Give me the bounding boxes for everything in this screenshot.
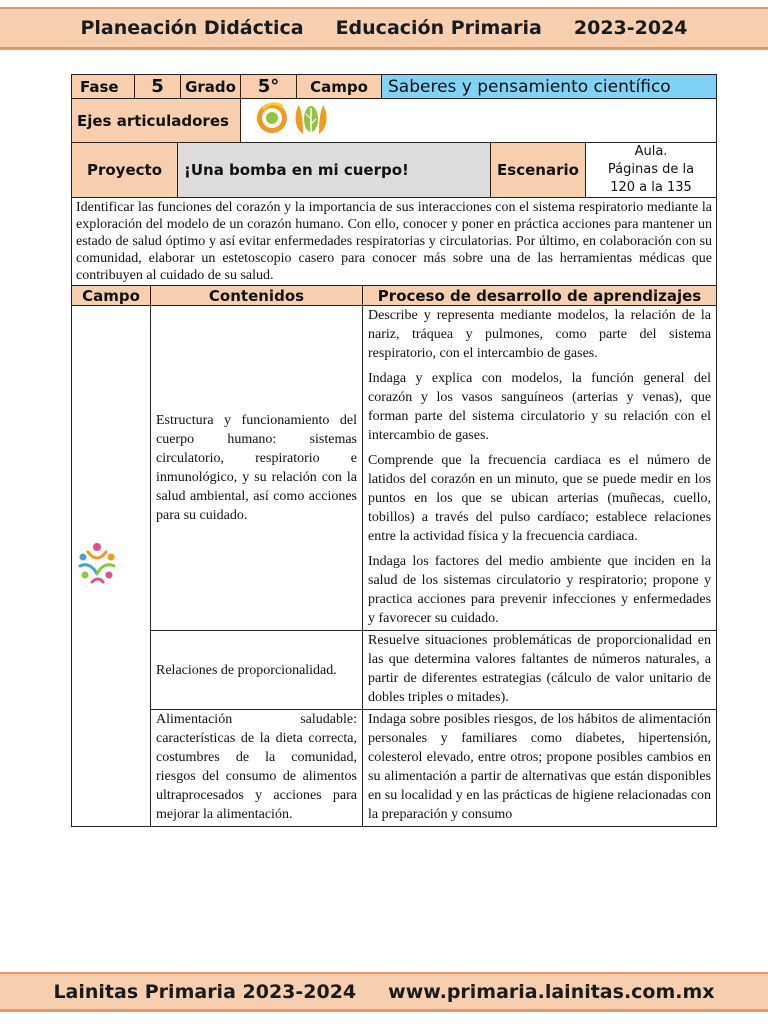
description-row [72, 198, 717, 286]
escenario-line: 120 a la 135 [610, 180, 692, 195]
ejes-row [72, 99, 717, 143]
proceso-item: Comprende que la frecuencia cardiaca es el número de latidos del corazón en un minuto, que se puede medir en los puntos en los que se ubican arterias (muñecas, cuello, tobillos) a través del pulso cardíaco; establece relaciones entre la actividad física y la frecuencia cardiaca. [368, 453, 712, 544]
proceso-cell [363, 306, 717, 631]
escenario-value [586, 143, 717, 198]
content-table [71, 197, 717, 827]
grado-label: Grado [181, 75, 241, 99]
header-title: Planeación Didáctica [80, 17, 304, 39]
proceso-item: Resuelve situaciones problemáticas de proporcionalidad en las que determina valores faltantes de números naturales, a partir de diferentes estrategias (cálculo de valor unitario de dobles triples o mitades). [368, 633, 712, 705]
col-contenidos: Contenidos [151, 286, 363, 306]
table-row [72, 710, 717, 827]
proceso-cell [363, 710, 717, 827]
proyecto-title: ¡Una bomba en mi cuerpo! [178, 143, 491, 198]
proyecto-table [71, 142, 717, 198]
contenido-cell: Relaciones de proporcionalidad. [151, 631, 363, 710]
info-table [71, 74, 717, 99]
ejes-label: Ejes articuladores [72, 99, 241, 143]
contenido-cell: Estructura y funcionamiento del cuerpo humano: sistemas circulatorio, respiratorio e inmunológico, y su relación con la salud ambiental, así como acciones para su cuidado. [151, 306, 363, 631]
campo-cell [72, 306, 151, 827]
grado-value: 5° [241, 75, 297, 99]
proceso-item: Describe y representa mediante modelos, la relación de la nariz, tráquea y pulmones, como parte del sistema respiratorio, con el intercambio de gases. [368, 308, 712, 361]
table-row [72, 631, 717, 710]
interculturalidad-icon [257, 103, 287, 133]
escenario-label: Escenario [491, 143, 586, 198]
proyecto-label: Proyecto [72, 143, 178, 198]
ejes-icon-group [255, 99, 335, 137]
column-header-row [72, 286, 717, 306]
header-level: Educación Primaria [335, 17, 542, 39]
proceso-item: Indaga y explica con modelos, la función general del corazón y los vasos sanguíneos (arterias y venas), que forman parte del sistema circulatorio y su relación con el intercambio de gases. [368, 371, 712, 443]
proyecto-row [72, 143, 717, 198]
saberes-cientificos-icon [72, 538, 122, 588]
escenario-line: Aula. [634, 144, 668, 159]
fase-value: 5 [135, 75, 181, 99]
header-banner [0, 7, 768, 50]
col-proceso: Proceso de desarrollo de aprendizajes [363, 286, 717, 306]
phase-row [72, 75, 717, 99]
fase-label: Fase [72, 75, 135, 99]
planning-sheet [71, 74, 716, 827]
vida-saludable-icon [296, 105, 327, 134]
campo-label: Campo [297, 75, 382, 99]
proceso-item: Indaga los factores del medio ambiente que inciden en la salud de los sistemas circulatorio y respiratorio; propone y practica acciones para prevenir infecciones y enfermedades y favorecer su cuidado. [368, 554, 712, 626]
escenario-line: Páginas de la [607, 162, 695, 177]
table-row [72, 306, 717, 631]
footer-banner [0, 972, 768, 1012]
col-campo: Campo [72, 286, 151, 306]
proceso-cell [363, 631, 717, 710]
ejes-table [71, 98, 717, 143]
header-year: 2023-2024 [573, 17, 688, 39]
proceso-item: Indaga sobre posibles riesgos, de los hábitos de alimentación personales y familiares como diabetes, hipertensión, colesterol elevado, entre otros; propone posibles cambios en su alimentación a partir de alternativas que están disponibles en su localidad y en las prácticas de higiene relacionadas con la preparación y consumo [368, 712, 712, 822]
footer-brand: Lainitas Primaria 2023-2024 [53, 980, 357, 1003]
contenido-cell: Alimentación saludable: características de la dieta correcta, costumbres de la comunidad, riesgos del consumo de alimentos ultraprocesados y acciones para mejorar la alimentación. [151, 710, 363, 827]
campo-value: Saberes y pensamiento científico [382, 75, 717, 99]
project-description: Identificar las funciones del corazón y la importancia de sus interacciones con el sistema respiratorio mediante la exploración del modelo de un corazón humano. Con ello, conocer y poner en práctica acciones para mantener un estado de salud óptimo y así evitar enfermedades respiratorias y circulatorias. Por último, en colaboración con su comunidad, elaborar un estetoscopio casero para conocer más sobre una de las herramientas médicas que contribuyen al cuidado de su salud. [72, 198, 717, 286]
ejes-icons [241, 99, 717, 143]
footer-url[interactable]: www.primaria.lainitas.com.mx [388, 980, 715, 1003]
